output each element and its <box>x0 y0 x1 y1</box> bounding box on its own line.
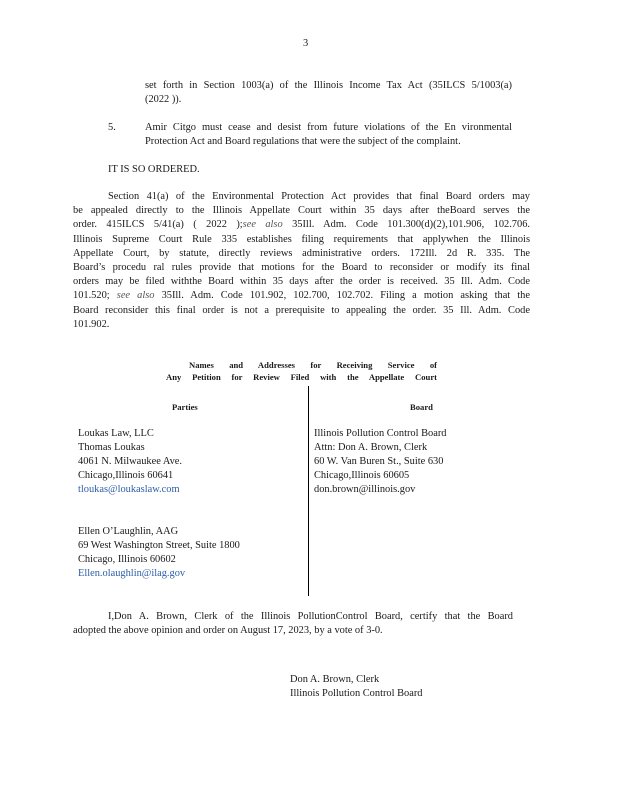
appeal-paragraph <box>73 190 530 332</box>
party-2-street: 69 West Washington Street, Suite 1800 <box>78 540 240 551</box>
appeal-line-4: Illinois Supreme Court Rule 335 establishes filing requirements that applywhen the Illinois <box>73 233 530 245</box>
certification-line-1: I,Don A. Brown, Clerk of the Illinois PollutionControl Board, certify that the Board <box>108 611 513 622</box>
appeal-line-3 <box>73 218 530 232</box>
appeal-line-1: Section 41(a) of the Environmental Protection Act provides that final Board orders may <box>108 191 530 202</box>
order-item-5 <box>145 121 512 149</box>
party-1-street: 4061 N. Milwaukee Ave. <box>78 456 182 467</box>
column-divider <box>308 386 309 596</box>
certification-line-2: adopted the above opinion and order on August 17, 2023, by a vote of 3-0. <box>73 625 383 637</box>
appeal-line-8 <box>73 289 530 303</box>
service-title-line-2: Any Petition for Review Filed with the Appellate Court <box>166 372 437 382</box>
appeal-line-3a: order. 415ILCS 5/41(a) ( 2022 ); <box>73 219 243 231</box>
appeal-line-8b: 35Ill. Adm. Code 101.902, 102.700, 102.702. Filing a motion asking that the <box>154 290 530 302</box>
party-1-email-link[interactable]: tloukas@loukaslaw.com <box>78 484 180 495</box>
signature-org: Illinois Pollution Control Board <box>290 688 423 699</box>
see-also-2: see also <box>116 290 155 302</box>
appeal-line-3b: 35Ill. Adm. Code 101.300(d)(2),101.906, 102.706. <box>282 219 530 231</box>
board-street: 60 W. Van Buren St., Suite 630 <box>314 456 444 467</box>
order-item-5-line-2: Protection Act and Board regulations that were the subject of the complaint. <box>145 136 461 148</box>
order-item-4-line-1: set forth in Section 1003(a) of the Illinois Income Tax Act (35ILCS 5/1003(a) <box>145 80 512 91</box>
board-attn: Attn: Don A. Brown, Clerk <box>314 442 428 453</box>
signature-name: Don A. Brown, Clerk <box>290 674 380 685</box>
so-ordered: IT IS SO ORDERED. <box>108 164 200 175</box>
party-1-name: Loukas Law, LLC <box>78 428 154 439</box>
see-also-1: see also <box>242 219 283 231</box>
party-1-contact: Thomas Loukas <box>78 442 145 453</box>
board-email: don.brown@illinois.gov <box>314 484 416 495</box>
board-header: Board <box>410 402 433 412</box>
board-name: Illinois Pollution Control Board <box>314 428 447 439</box>
party-loukas-law <box>78 427 182 497</box>
service-title-line-1: Names and Addresses for Receiving Service of <box>189 360 437 370</box>
appeal-line-8a: 101.520; <box>73 290 110 302</box>
order-item-5-number: 5. <box>108 122 116 133</box>
appeal-line-7: orders may be filed withthe Board within 35 days after the order is received. 35 Ill. Adm. Code <box>73 276 530 288</box>
parties-header: Parties <box>172 402 198 412</box>
order-item-4-continuation <box>145 79 512 107</box>
certification-paragraph <box>73 610 513 638</box>
appeal-line-10: 101.902. <box>73 318 110 330</box>
party-2-city: Chicago, Illinois 60602 <box>78 554 176 565</box>
board-city: Chicago,Illinois 60605 <box>314 470 410 481</box>
page-number: 3 <box>303 38 309 49</box>
order-item-5-line-1: Amir Citgo must cease and desist from future violations of the En vironmental <box>145 122 512 133</box>
board-address <box>314 427 447 497</box>
order-item-4-line-2: (2022 )). <box>145 94 182 106</box>
party-2-name: Ellen O’Laughlin, AAG <box>78 526 179 537</box>
service-table-title <box>166 359 437 383</box>
appeal-line-5: Appellate Court, by statute, directly reviews administrative orders. 172Ill. 2d R. 335. The <box>73 247 530 259</box>
party-2-email-link[interactable]: Ellen.olaughlin@ilag.gov <box>78 568 186 579</box>
appeal-line-9: Board reconsider this final order is not a prerequisite to appealing the order. 35 Ill. Adm. Code <box>73 304 530 316</box>
party-ellen-olaughlin <box>78 525 240 581</box>
party-1-city: Chicago,Illinois 60641 <box>78 470 174 481</box>
signature-block <box>290 673 423 701</box>
appeal-line-6: Board’s procedu ral rules provide that motions for the Board to reconsider or modify its final <box>73 262 530 274</box>
appeal-line-2: be appealed directly to the Illinois Appellate Court within 35 days after theBoard serves the <box>73 205 530 217</box>
